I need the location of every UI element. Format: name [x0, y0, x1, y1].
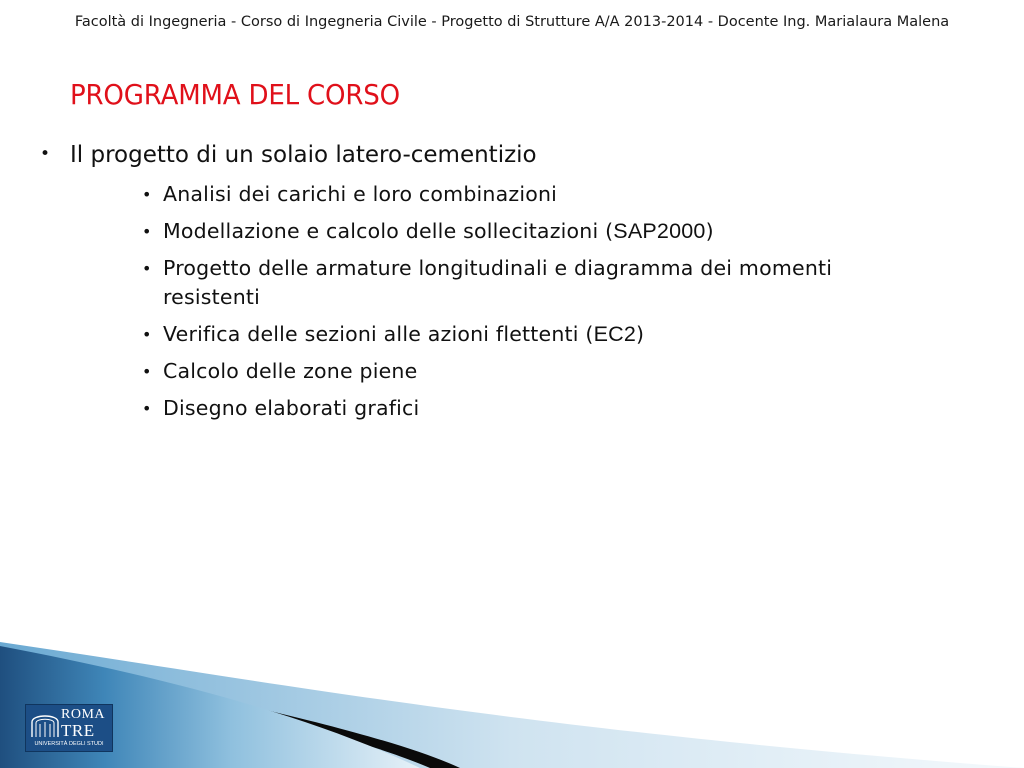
- sub-bullet-text: Progetto delle armature longitudinali e diagramma dei momenti resistenti: [163, 256, 833, 309]
- sub-bullet-text: Verifica delle sezioni alle azioni flettenti (: [163, 322, 594, 346]
- sub-bullet-item: [142, 254, 862, 312]
- sub-bullet-item: [142, 357, 862, 386]
- main-bullet-text: Il progetto di un solaio latero-cementizio: [70, 142, 537, 168]
- bullet-marker: •: [142, 222, 152, 241]
- university-logo: [25, 704, 113, 752]
- main-bullet: [40, 142, 537, 168]
- decorative-swoosh: [0, 620, 1024, 768]
- logo-text-university: UNIVERSITÀ DEGLI STUDI: [34, 741, 104, 747]
- software-name: SAP2000: [613, 219, 706, 243]
- bullet-marker: •: [40, 144, 51, 164]
- bullet-marker: •: [142, 362, 152, 381]
- bullet-marker: •: [142, 325, 152, 344]
- logo-text-roma: ROMA: [61, 707, 106, 722]
- closing-paren: ): [705, 219, 714, 243]
- sub-bullet-item: [142, 217, 862, 246]
- logo-text-tre: TRE: [61, 721, 95, 740]
- sub-bullet-item: [142, 320, 862, 349]
- sub-bullet-text: Modellazione e calcolo delle sollecitazioni (: [163, 219, 614, 243]
- sub-bullet-item: [142, 394, 862, 423]
- sub-bullet-item: [142, 180, 862, 209]
- bullet-marker: •: [142, 185, 152, 204]
- standard-name: EC2: [593, 322, 637, 346]
- closing-paren: ): [636, 322, 645, 346]
- sub-bullet-text: Disegno elaborati grafici: [163, 396, 420, 420]
- course-header: Facoltà di Ingegneria - Corso di Ingegneria Civile - Progetto di Strutture A/A 2013-2014 - Docente Ing. Marialaura Malena: [74, 14, 950, 30]
- building-emblem-icon: [30, 710, 60, 738]
- bullet-marker: •: [142, 259, 152, 278]
- sub-bullet-text: Analisi dei carichi e loro combinazioni: [163, 182, 558, 206]
- slide-title: PROGRAMMA DEL CORSO: [70, 78, 400, 111]
- sub-bullet-list: [142, 180, 862, 431]
- bullet-marker: •: [142, 399, 152, 418]
- sub-bullet-text: Calcolo delle zone piene: [163, 359, 418, 383]
